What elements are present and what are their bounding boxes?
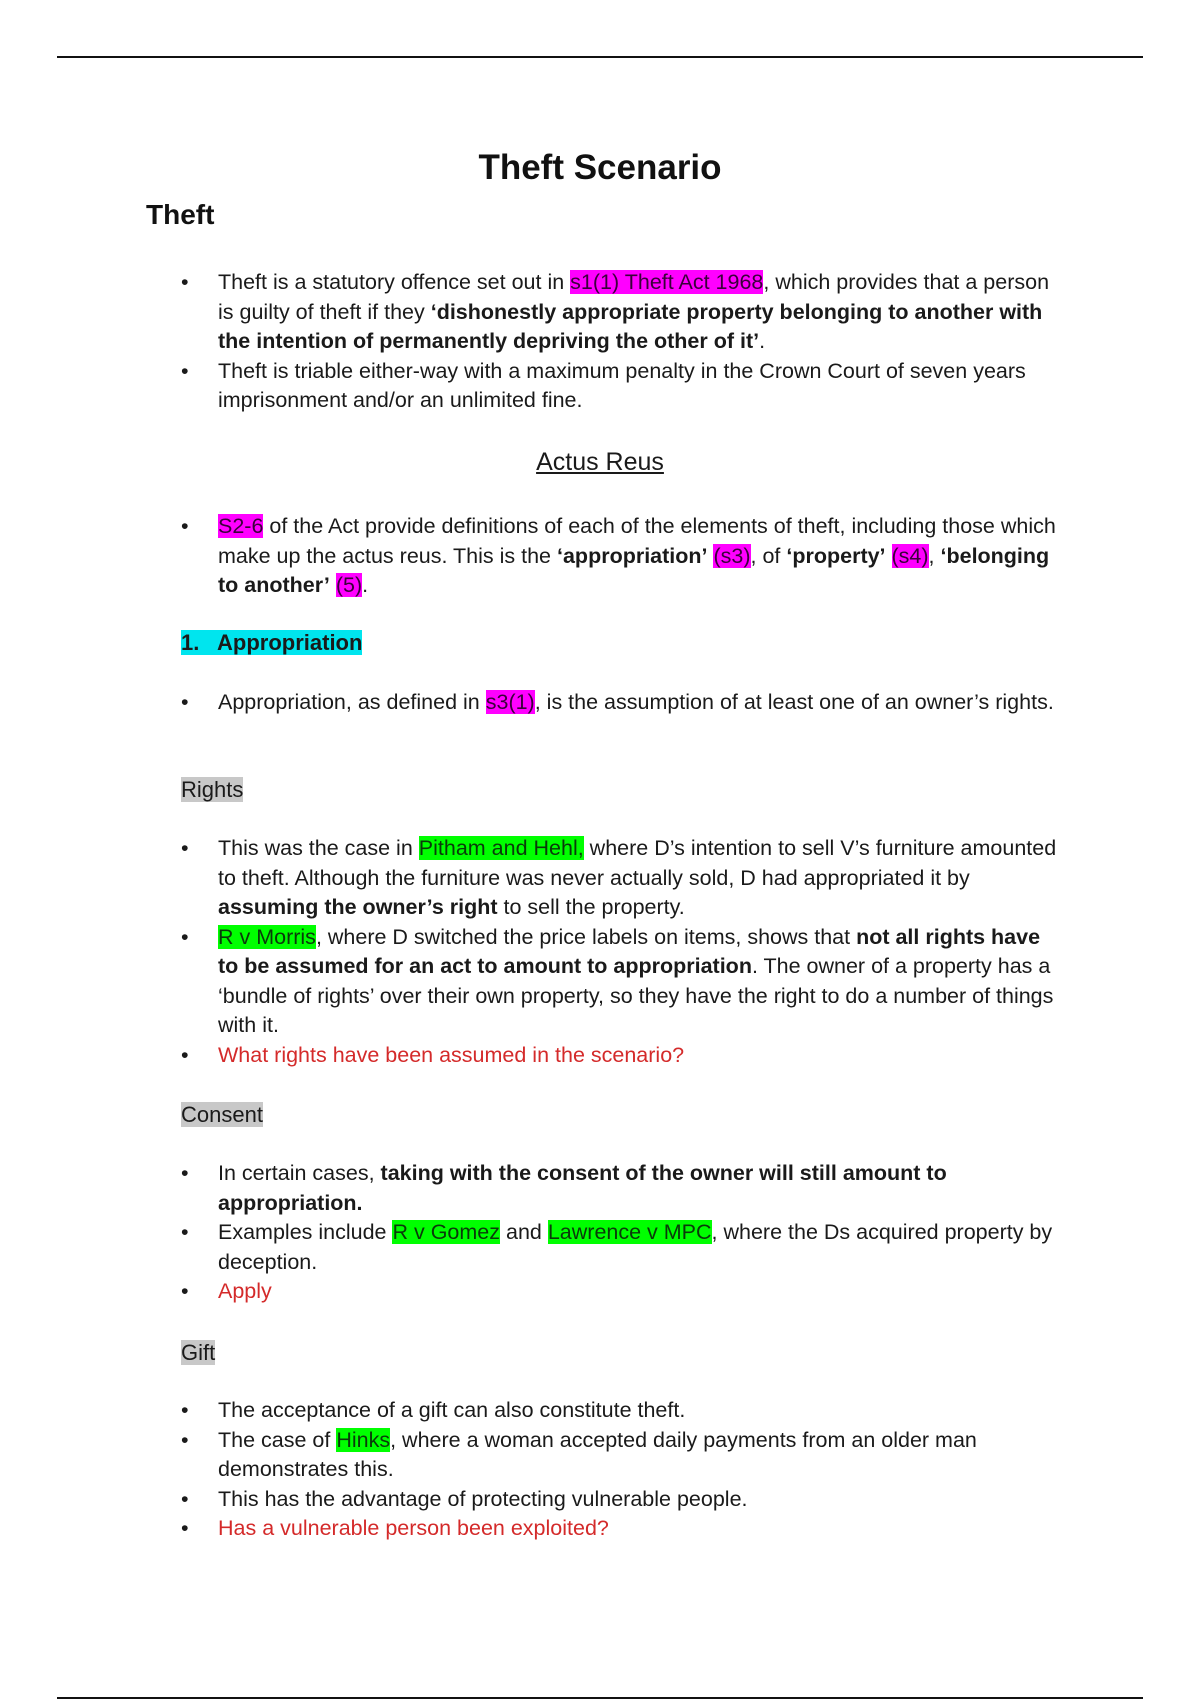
- list-item: [181, 1277, 1061, 1307]
- bullet-icon: •: [181, 1220, 189, 1244]
- scenario-question: What rights have been assumed in the scenario?: [218, 1042, 685, 1067]
- scenario-question: Apply: [218, 1279, 272, 1303]
- list-item: • This has the advantage of protecting vulnerable people.: [181, 1485, 1061, 1515]
- document-title: Theft Scenario: [478, 148, 722, 187]
- statute-citation: (s4): [891, 543, 929, 568]
- bullet-icon: •: [181, 270, 189, 294]
- consent-label: Consent: [181, 1102, 263, 1127]
- bullet-icon: •: [181, 1279, 189, 1303]
- actus-reus-list: [181, 512, 1061, 601]
- bullet-icon: •: [181, 1486, 189, 1511]
- statute-citation: (5): [335, 573, 363, 597]
- list-item: • S2-6 of the Act provide definitions of each of the elements of theft, including those which make up the actus reus. This is the ‘appropriation’ (s3), of ‘property’ (s4), ‘belonging to another’ (5).: [181, 514, 1056, 597]
- case-citation: R v Morris: [218, 924, 316, 949]
- list-item: [181, 1514, 1061, 1544]
- list-item: • The acceptance of a gift can also constitute theft.: [181, 1396, 1061, 1426]
- bullet-icon: •: [181, 924, 189, 949]
- list-item: • Theft is triable either-way with a maximum penalty in the Crown Court of seven years imprisonment and/or an unlimited fine.: [181, 358, 1026, 412]
- bullet-icon: •: [181, 1161, 189, 1185]
- list-item: • R v Morris, where D switched the price labels on items, shows that not all rights have to be assumed for an act to amount to appropriation. The owner of a property has a ‘bundle of rights’ over their own property, so they have the right to do a number of things with it.: [181, 924, 1054, 1037]
- bullet-icon: •: [181, 1427, 189, 1452]
- statute-citation: S2-6: [218, 514, 264, 538]
- bullet-icon: •: [181, 514, 189, 538]
- case-citation: Lawrence v MPC: [547, 1220, 712, 1244]
- bullet-icon: •: [181, 1042, 189, 1067]
- case-citation: Pitham and Hehl,: [418, 836, 584, 860]
- rights-label: Rights: [181, 777, 244, 802]
- list-item: • The case of Hinks, where a woman accepted daily payments from an older man demonstrates this.: [181, 1427, 977, 1481]
- definition-quote: ‘dishonestly appropriate property belonging to another with the intention of permanently depriving the other of it’: [218, 299, 1043, 353]
- list-item: [181, 1041, 1061, 1071]
- statute-citation: s1(1) Theft Act 1968: [570, 270, 764, 294]
- bullet-icon: •: [181, 1516, 189, 1540]
- section-heading-theft: Theft: [146, 199, 215, 230]
- list-item: • Theft is a statutory offence set out in s1(1) Theft Act 1968, which provides that a person is guilty of theft if they ‘dishonestly appropriate property belonging to another with the intention of permanently depriving the other of it’.: [181, 270, 1050, 353]
- consent-list: [181, 1159, 1061, 1307]
- statute-citation: s3(1): [485, 690, 535, 714]
- bullet-icon: •: [181, 690, 189, 714]
- case-citation: Hinks: [336, 1427, 391, 1452]
- gift-label: Gift: [181, 1340, 216, 1365]
- case-citation: R v Gomez: [392, 1220, 501, 1244]
- actus-reus-heading: Actus Reus: [536, 448, 664, 476]
- appropriation-list: [181, 688, 1061, 718]
- list-item: • Examples include R v Gomez and Lawrence v MPC, where the Ds acquired property by deception.: [181, 1220, 1053, 1274]
- bullet-icon: •: [181, 358, 189, 383]
- bottom-rule: [57, 1697, 1143, 1699]
- list-item: • In certain cases, taking with the consent of the owner will still amount to appropriation.: [181, 1161, 947, 1215]
- rights-list: [181, 834, 1061, 1070]
- list-item: • This was the case in Pitham and Hehl, where D’s intention to sell V’s furniture amounted to theft. Although the furniture was never actually sold, D had appropriated it by assuming the owner’s right to sell the property.: [181, 836, 1057, 919]
- list-item: • Appropriation, as defined in s3(1), is the assumption of at least one of an owner’s rights.: [181, 688, 1061, 718]
- bullet-icon: •: [181, 836, 189, 860]
- gift-list: [181, 1396, 1061, 1544]
- appropriation-heading: 1. Appropriation: [181, 630, 363, 655]
- statute-citation: (s3): [713, 543, 751, 568]
- bullet-icon: •: [181, 1398, 189, 1422]
- scenario-question: Has a vulnerable person been exploited?: [218, 1516, 609, 1540]
- intro-list: [181, 268, 1061, 416]
